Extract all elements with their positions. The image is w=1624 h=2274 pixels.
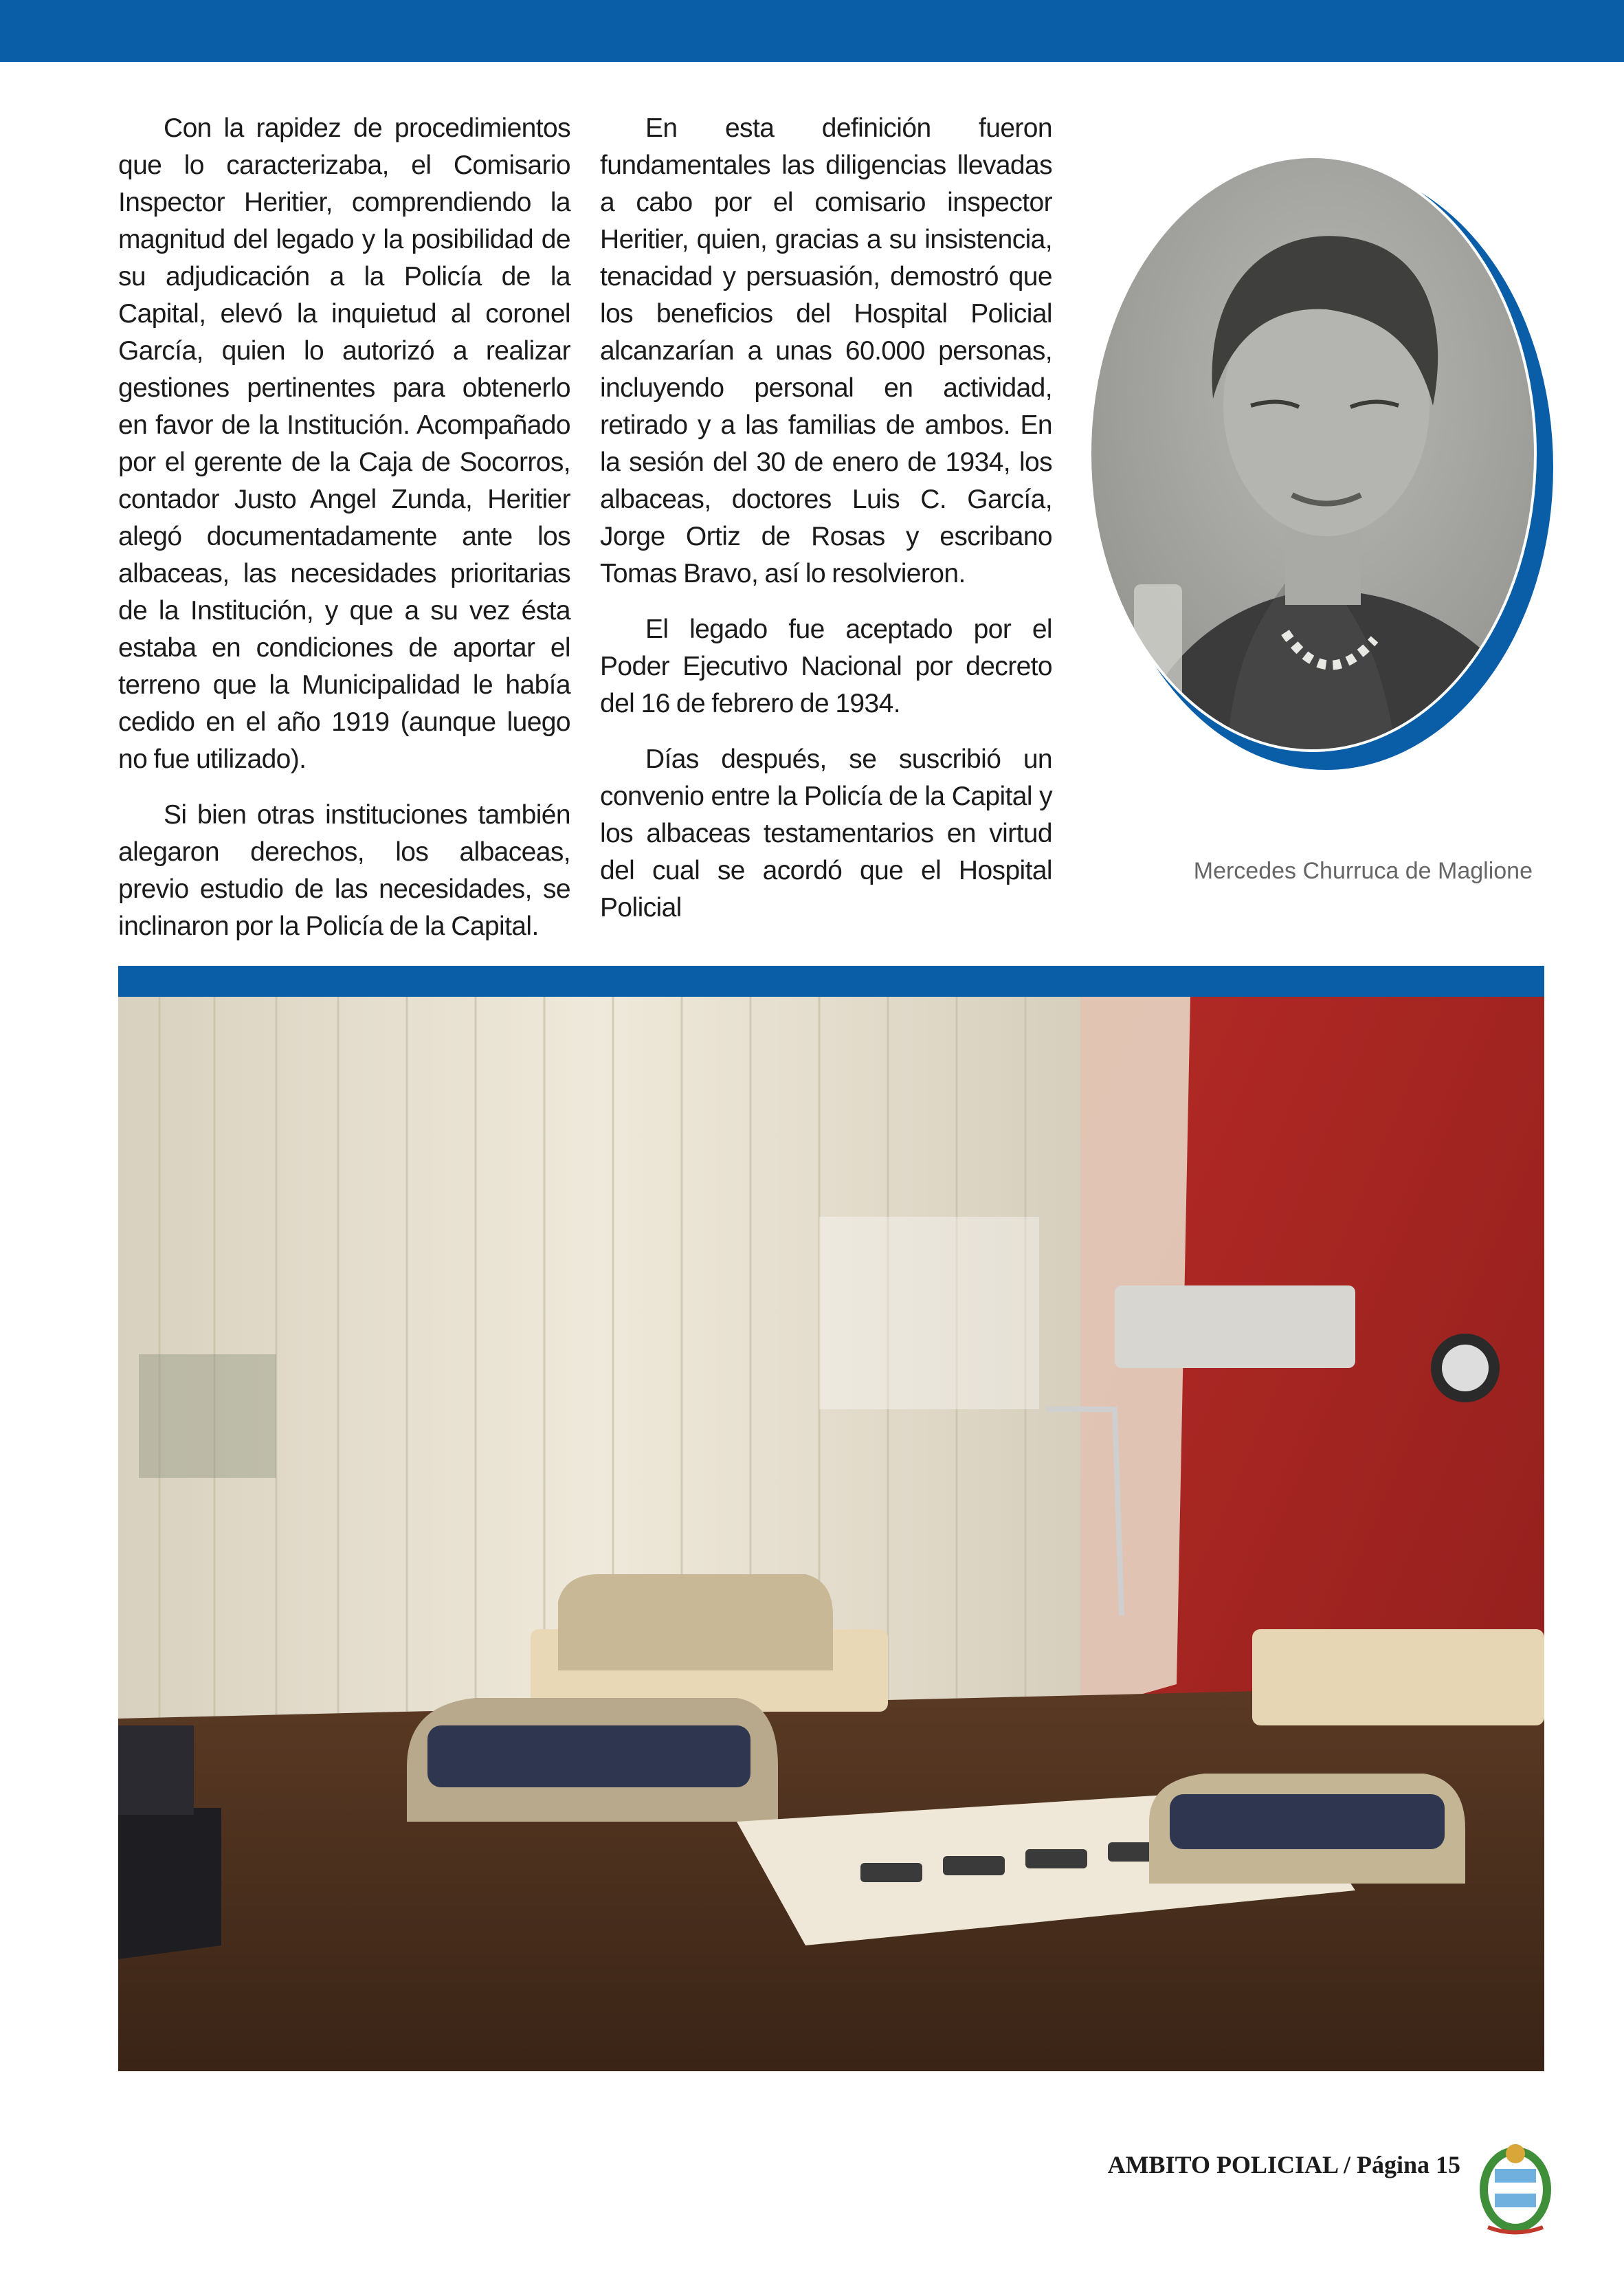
- photo-band: [118, 966, 1544, 1000]
- police-crest-icon: [1474, 2134, 1557, 2238]
- paragraph: Con la rapidez de procedimientos que lo caracterizaba, el Comisario Inspector Heritier, comprendiendo la magnitud del legado y la posibilidad de su adjudicación a la Policía de la Capital, elevó la inquietud al coronel García, quien lo autorizó a realizar gestiones pertinentes para obtenerlo en favor de la Institución. Acompañado por el gerente de la Caja de Socorros, contador Justo Angel Zunda, Heritier alegó documentadamente ante los albaceas, las necesidades prioritarias de la Institución, y que a su vez ésta estaba en condiciones de aportar el terreno que la Municipalidad le había cedido en el año 1919 (aunque luego no fue utilizado).: [118, 113, 570, 774]
- hospital-room-photo: [118, 997, 1544, 2071]
- portrait-photo: [1079, 110, 1574, 811]
- paragraph: Días después, se suscribió un convenio entre la Policía de la Capital y los albaceas testamentarios en virtud del cual se acordó que el Hospital Policial: [600, 744, 1052, 923]
- article-column-1: [118, 110, 570, 964]
- header-band: [0, 0, 1624, 62]
- page-footer: AMBITO POLICIAL / Página 15: [1107, 2151, 1460, 2178]
- paragraph: Si bien otras instituciones también alegaron derechos, los albaceas, previo estudio de las necesidades, se inclinaron por la Policía de la Capital.: [118, 800, 570, 941]
- portrait-caption: Mercedes Churruca de Maglione: [1193, 858, 1533, 884]
- article-column-2: [600, 110, 1052, 945]
- paragraph: En esta definición fueron fundamentales las diligencias llevadas a cabo por el comisario inspector Heritier, quien, gracias a su insistencia, tenacidad y persuasión, demostró que los beneficios del Hospital Policial alcanzarían a unas 60.000 personas, incluyendo personal en actividad, retirado y a las familias de ambos. En la sesión del 30 de enero de 1934, los albaceas, doctores Luis C. García, Jorge Ortiz de Rosas y escribano Tomas Bravo, así lo resolvieron.: [600, 113, 1052, 588]
- paragraph: El legado fue aceptado por el Poder Ejecutivo Nacional por decreto del 16 de febrero de 1934.: [600, 615, 1052, 718]
